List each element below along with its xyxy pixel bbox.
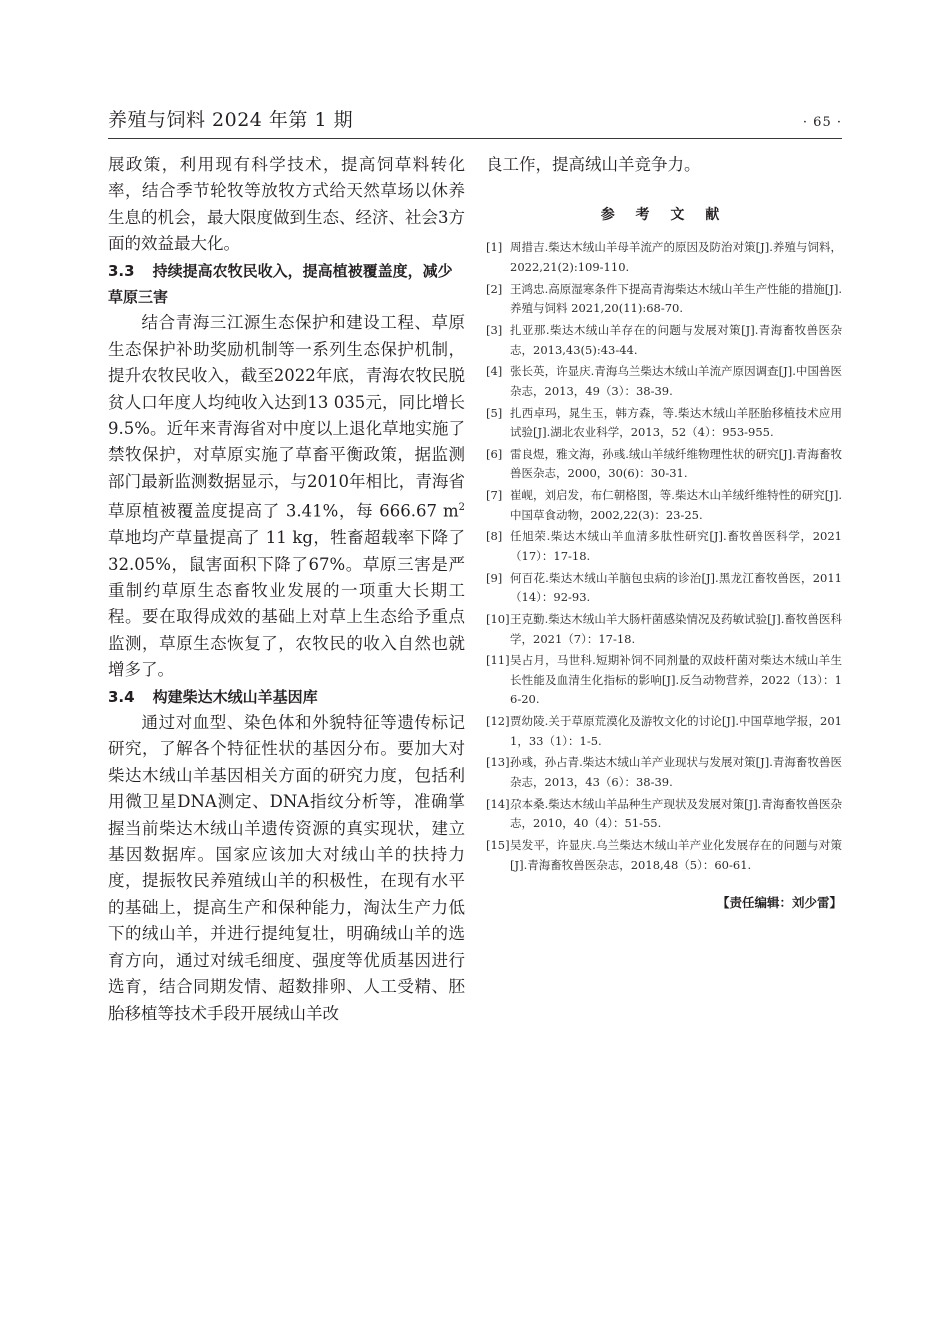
reference-text: 王克勤.柴达木绒山羊大肠杆菌感染情况及药敏试验[J].畜牧兽医科学，2021（7）：17-18. (510, 612, 842, 646)
paragraph-text-b: 草地均产草量提高了 11 kg，牲畜超载率下降了32.05%，鼠害面积下降了67%。草原三害是严重制约草原生态畜牧业发展的一项重大长期工程。要在取得成效的基础上对草上生态给予重点监测，草原生态恢复了，农牧民的收入自然也就增多了。 (108, 528, 465, 680)
reference-item (486, 712, 842, 751)
journal-title: 养殖与饲料 2024 年第 1 期 (108, 109, 354, 131)
reference-item (486, 486, 842, 525)
reference-item (486, 362, 842, 401)
reference-number: [11] (486, 653, 510, 668)
reference-text: 雷良煜，雅文海，孙彧.绒山羊绒纤维物理性状的研究[J].青海畜牧兽医杂志，2000，30(6)：30-31. (510, 446, 842, 481)
reference-item (486, 404, 842, 443)
reference-item (486, 527, 842, 566)
section-3-3-heading (108, 258, 465, 311)
reference-text: 扎亚那.柴达木绒山羊存在的问题与发展对策[J].青海畜牧兽医杂志，2013,43(5):43-44. (510, 323, 842, 357)
reference-text: 贾幼陵.关于草原荒漠化及游牧文化的讨论[J].中国草地学报，2011，33（1）：1-5. (510, 714, 842, 748)
section-title: 构建柴达木绒山羊基因库 (152, 687, 318, 706)
reference-item (486, 795, 842, 834)
reference-text: 任旭荣.柴达木绒山羊血清多肽性研究[J].畜牧兽医科学，2021（17）：17-18. (510, 529, 842, 563)
reference-text: 扎西卓玛，晁生玉，韩方森，等.柴达木绒山羊胚胎移植技术应用试验[J].湖北农业科学，2013，52（4）：953-955. (510, 405, 842, 440)
reference-text: 孙彧，孙占青.柴达木绒山羊产业现状与发展对策[J].青海畜牧兽医杂志，2013，43（6）：38-39. (510, 755, 842, 789)
paragraph-text-a: 结合青海三江源生态保护和建设工程、草原生态保护补助奖励机制等一系列生态保护机制，提升农牧民收入，截至2022年底，青海农牧民脱贫人口年度人均纯收入达到13 035元，同比增长9.5%。近年来青海省对中度以上退化草地实施了禁牧保护，对草原实施了草畜平衡政策，据监测部门最新监测数据显示，与2010年相比，青海省草原植被覆盖度提高了 3.41%，每 666.67 m (108, 313, 465, 521)
page-header (108, 104, 842, 139)
reference-text: 吴发平，许显庆.乌兰柴达木绒山羊产业化发展存在的问题与对策[J].青海畜牧兽医杂志，2018,48（5）：60-61. (510, 838, 842, 872)
reference-number: [12] (486, 714, 510, 729)
section-title: 持续提高农牧民收入，提高植被覆盖度，减少草原三害 (108, 261, 453, 307)
section-3-4-heading (108, 684, 465, 710)
reference-list (486, 238, 842, 875)
reference-text: 王鸿忠.高原湿寒条件下提高青海柴达木绒山羊生产性能的措施[J].养殖与饲料 2021,20(11):68-70. (510, 281, 842, 316)
section-3-4-paragraph (108, 710, 465, 1027)
reference-item (486, 238, 842, 277)
reference-number: [7] (486, 488, 503, 503)
responsible-editor: 【责任编辑：刘少雷】 (716, 895, 842, 911)
reference-text: 何百花.柴达木绒山羊脑包虫病的诊治[J].黑龙江畜牧兽医，2011（14）：92-93. (510, 570, 842, 605)
reference-text: 周措吉.柴达木绒山羊母羊流产的原因及防治对策[J].养殖与饲料，2022,21(2):109-110. (510, 240, 842, 274)
reference-number: [5] (486, 405, 503, 420)
reference-item (486, 836, 842, 875)
references-title: 参 考 文 献 (600, 207, 728, 224)
reference-text: 张长英，许显庆.青海乌兰柴达木绒山羊流产原因调查[J].中国兽医杂志，2013，49（3）：38-39. (510, 364, 842, 398)
reference-number: [10] (486, 612, 510, 627)
section-number: 3.3 (108, 261, 135, 280)
section-3-3-paragraph (108, 310, 465, 683)
continuation-paragraph: 良工作，提高绒山羊竞争力。 (486, 155, 701, 174)
intro-paragraph: 展政策，利用现有科学技术，提高饲草料转化率，结合季节轮牧等放牧方式给天然草场以休养生息的机会，最大限度做到生态、经济、社会3方面的效益最大化。 (108, 155, 465, 254)
section-number: 3.4 (108, 687, 135, 706)
reference-item (486, 610, 842, 649)
reference-number: [4] (486, 364, 503, 379)
reference-text: 吴占月，马世科.短期补饲不同剂量的双歧杆菌对柴达木绒山羊生长性能及血清生化指标的影响[J].反刍动物营养，2022（13）：16-20. (510, 653, 842, 707)
reference-item (486, 445, 842, 484)
reference-number: [6] (486, 446, 503, 461)
reference-number: [13] (486, 755, 510, 770)
superscript-2: 2 (458, 502, 465, 514)
reference-text: 尕本桑.柴达木绒山羊品种生产现状及发展对策[J].青海畜牧兽医杂志，2010，40（4）：51-55. (510, 796, 842, 831)
reference-item (486, 280, 842, 319)
paragraph-text: 通过对血型、染色体和外貌特征等遗传标记研究，了解各个特征性状的基因分布。要加大对柴达木绒山羊基因相关方面的研究力度，包括利用微卫星DNA测定、DNA指纹分析等，准确掌握当前柴达木绒山羊遗传资源的真实现状，建立基因数据库。国家应该加大对绒山羊的扶持力度，提振牧民养殖绒山羊的积极性，在现有水平的基础上，提高生产和保种能力，淘汰生产力低下的绒山羊，并进行提纯复壮，明确绒山羊的选育方向，通过对绒毛细度、强度等优质基因进行选育，结合同期发情、超数排卵、人工受精、胚胎移植等技术手段开展绒山羊改 (108, 713, 465, 1023)
reference-item (486, 569, 842, 608)
reference-number: [9] (486, 570, 503, 585)
page-number: · 65 · (802, 115, 842, 130)
reference-item (486, 753, 842, 792)
reference-item (486, 651, 842, 710)
reference-number: [14] (486, 796, 510, 811)
reference-number: [2] (486, 281, 503, 296)
reference-number: [15] (486, 838, 510, 853)
reference-number: [8] (486, 529, 503, 544)
left-column (108, 152, 465, 1027)
reference-item (486, 321, 842, 360)
reference-number: [3] (486, 323, 503, 337)
right-column (486, 152, 842, 911)
reference-text: 崔岘，刘启发，布仁朝格图，等.柴达木山羊绒纤维特性的研究[J].中国草食动物，2002,22(3)：23-25. (510, 488, 842, 522)
reference-number: [1] (486, 240, 503, 255)
